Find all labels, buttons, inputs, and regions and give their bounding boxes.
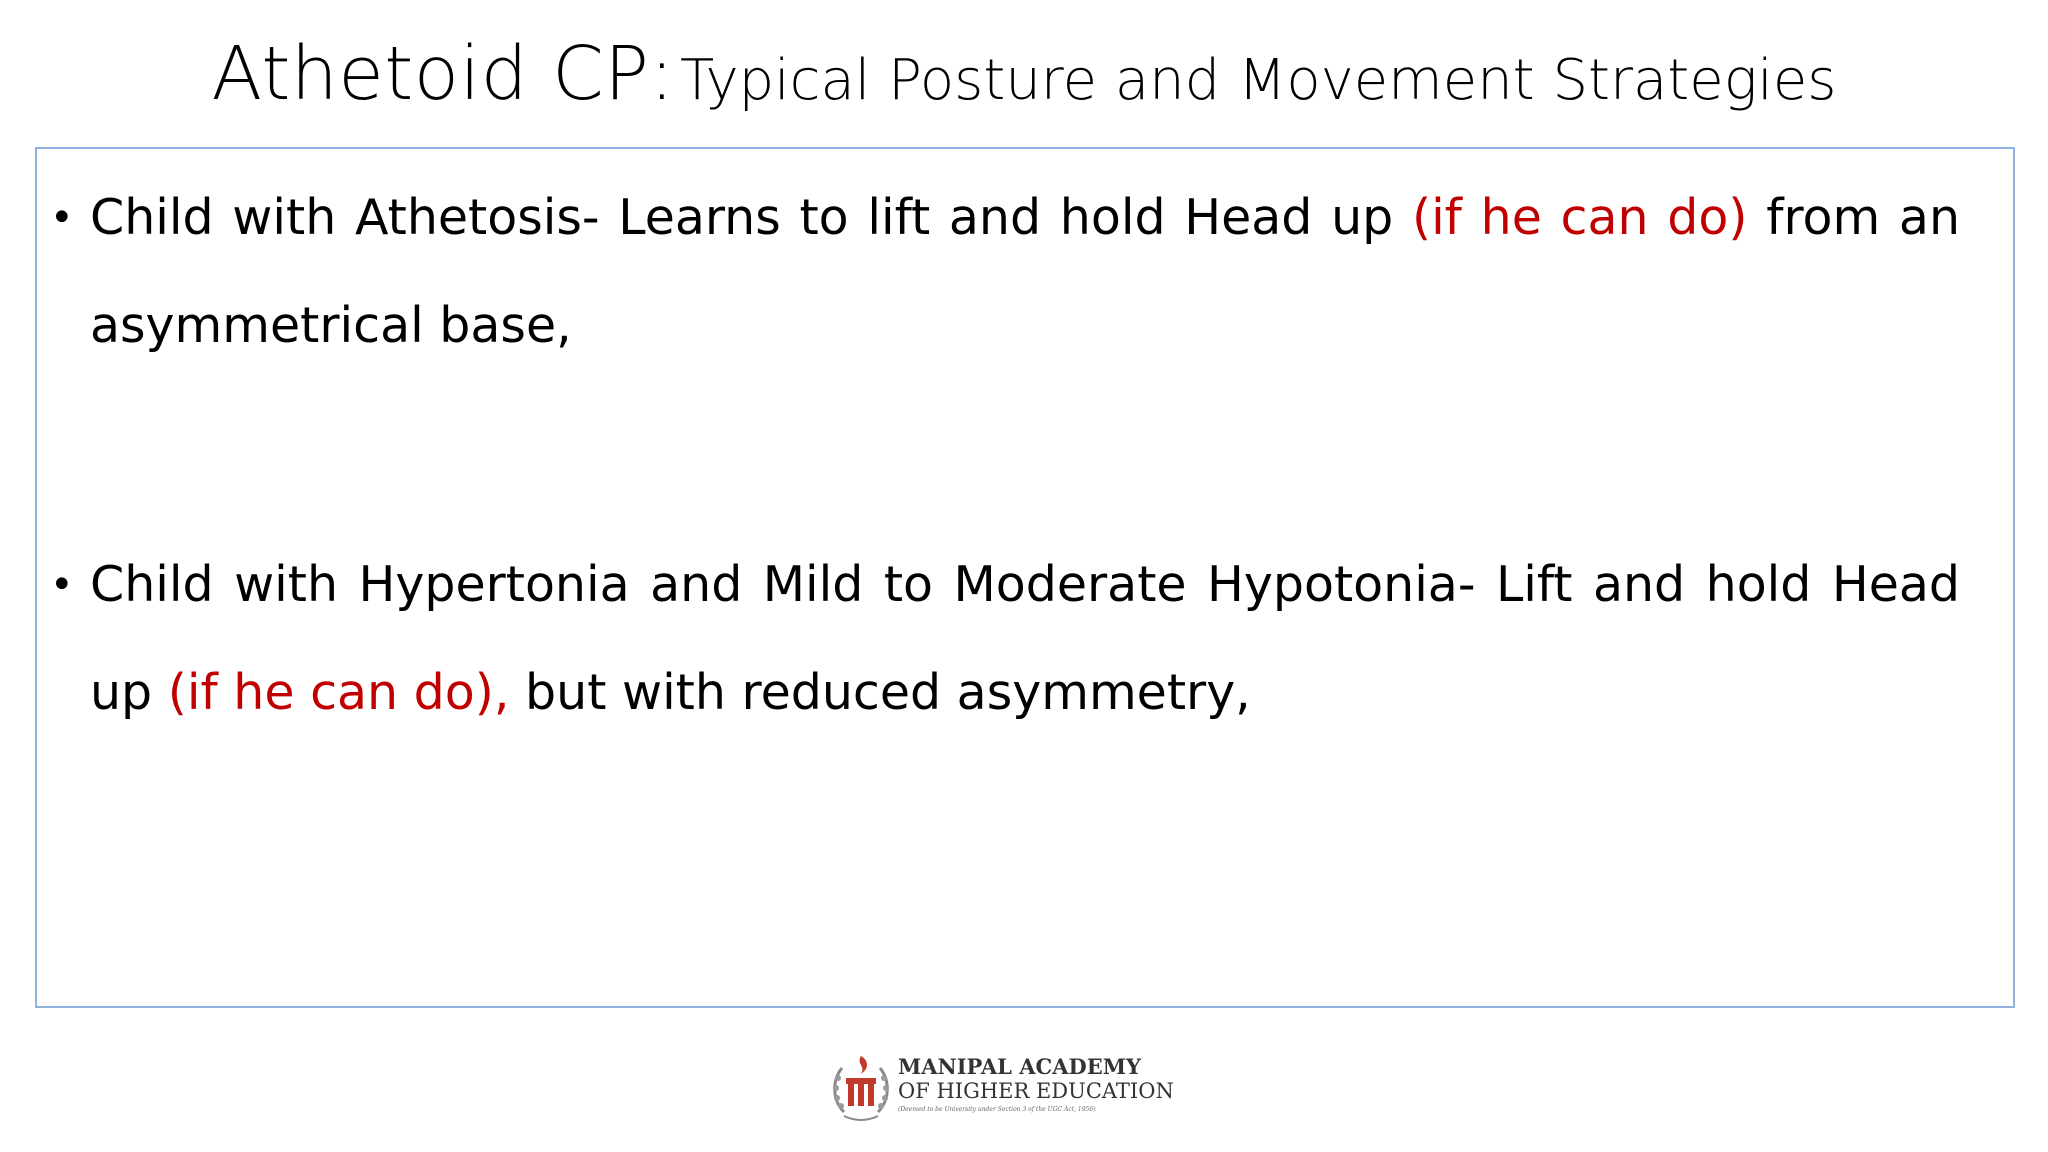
- institution-logo: [830, 1050, 1180, 1130]
- logo-line-3: (Deemed to be University under Section 3 of the UGC Act, 1956): [898, 1106, 1096, 1113]
- bullet-text-end: but with reduced asymmetry,: [509, 664, 1251, 721]
- bullet-text: [90, 531, 1960, 747]
- logo-line-1: MANIPAL ACADEMY: [898, 1054, 1141, 1079]
- bullet-text-end: from an asymmetrical base,: [90, 189, 1961, 354]
- bullet-dot: •: [50, 562, 74, 608]
- bullet-text-start: Child with Hypertonia and Mild to Moderate Hypotonia- Lift and hold Head up: [90, 556, 1960, 721]
- title-main: Athetoid CP:: [211, 31, 675, 117]
- manipal-emblem-icon: [830, 1050, 892, 1126]
- bullet-item: [50, 531, 1960, 747]
- slide-title: [0, 30, 2048, 119]
- bullet-highlight: (if he can do),: [167, 664, 510, 721]
- bullet-item: [50, 164, 1960, 380]
- bullet-text: [90, 164, 1960, 380]
- bullet-dot: •: [50, 195, 74, 241]
- logo-line-2: OF HIGHER EDUCATION: [898, 1079, 1174, 1103]
- logo-text: [898, 1054, 1174, 1116]
- bullet-text-start: Child with Athetosis- Learns to lift and hold Head up: [90, 189, 1412, 246]
- title-subtitle: Typical Posture and Movement Strategies: [679, 48, 1837, 113]
- bullet-highlight: (if he can do): [1411, 189, 1748, 246]
